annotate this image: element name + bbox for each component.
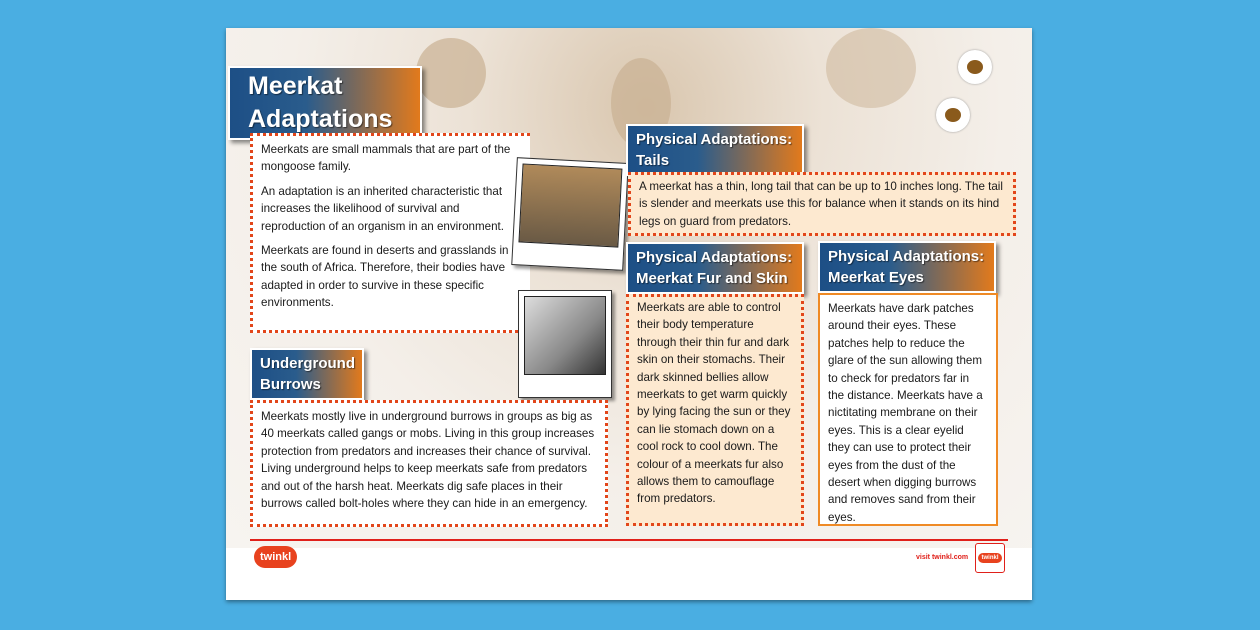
visit-link[interactable]: visit twinkl.com xyxy=(916,554,969,561)
twinkl-logo[interactable]: twinkl xyxy=(254,546,297,568)
eyes-heading xyxy=(818,241,996,293)
fur-box xyxy=(626,294,804,526)
burrows-heading xyxy=(250,348,364,400)
tails-text: A meerkat has a thin, long tail that can be up to 10 inches long. The tail is slender and meerkats use this for balance when it stands on its hind legs on guard from predators. xyxy=(639,180,1003,228)
heading-line: Physical Adaptations: xyxy=(828,248,985,265)
heading-line: Burrows xyxy=(260,376,321,393)
burrows-box xyxy=(250,400,608,527)
heading-line: Underground xyxy=(260,355,355,372)
heading-line: Meerkat Eyes xyxy=(828,269,924,286)
tails-box xyxy=(628,172,1016,236)
badge-label: twinkl xyxy=(978,553,1001,563)
heading-line: Tails xyxy=(636,152,670,169)
meerkat-photo-2 xyxy=(518,290,612,398)
intro-paragraph: Meerkats are found in deserts and grasslands in the south of Africa. Therefore, their bodies have adapted in order to survive in these specific environments. xyxy=(261,244,509,310)
quality-badge xyxy=(975,543,1005,573)
fur-text: Meerkats are able to control their body temperature through their thin fur and dark skin on their stomachs. Their dark skinned bellies allow meerkats to get warm quickly by lying facing the sun or they can lie stomach down on a cool rock to cool down. The colour of a meerkats fur also allows them to camouflage from predators. xyxy=(637,301,791,506)
intro-box xyxy=(250,133,530,333)
tails-heading xyxy=(626,124,804,176)
footer-divider xyxy=(250,539,1008,541)
heading-line: Physical Adaptations: xyxy=(636,131,793,148)
intro-paragraph: An adaptation is an inherited characteristic that increases the likelihood of survival and reproduction of an organism in an environment. xyxy=(261,184,504,233)
heading-line: Meerkat Fur and Skin xyxy=(636,270,788,287)
paw-print-icon xyxy=(958,50,992,84)
title-line: Adaptations xyxy=(248,105,393,133)
paw-print-icon xyxy=(936,98,970,132)
burrows-text: Meerkats mostly live in underground burrows in groups as big as 40 meerkats called gangs or mobs. Living in this group increases protection from predators and increases their chance of survival. Living underground helps to keep meerkats safe from predators and out of the harsh heat. Meerkats dig safe places in their burrows called bolt-holes where they can hide in an emergency. xyxy=(261,410,595,511)
meerkat-photo-1 xyxy=(511,157,628,271)
title-line: Meerkat xyxy=(248,72,343,100)
poster-page xyxy=(226,28,1032,600)
heading-line: Physical Adaptations: xyxy=(636,249,793,266)
page-title xyxy=(228,66,422,140)
eyes-box xyxy=(818,293,998,526)
fur-heading xyxy=(626,242,804,294)
eyes-text: Meerkats have dark patches around their eyes. These patches help to reduce the glare of the sun allowing them to check for predators far in the distance. Meerkats have a nictitating membrane on their eyes. This is a clear eyelid they can use to protect their eyes from the dust of the desert when digging burrows and removes sand from their eyes. xyxy=(828,302,983,524)
intro-paragraph: Meerkats are small mammals that are part of the mongoose family. xyxy=(261,143,511,174)
